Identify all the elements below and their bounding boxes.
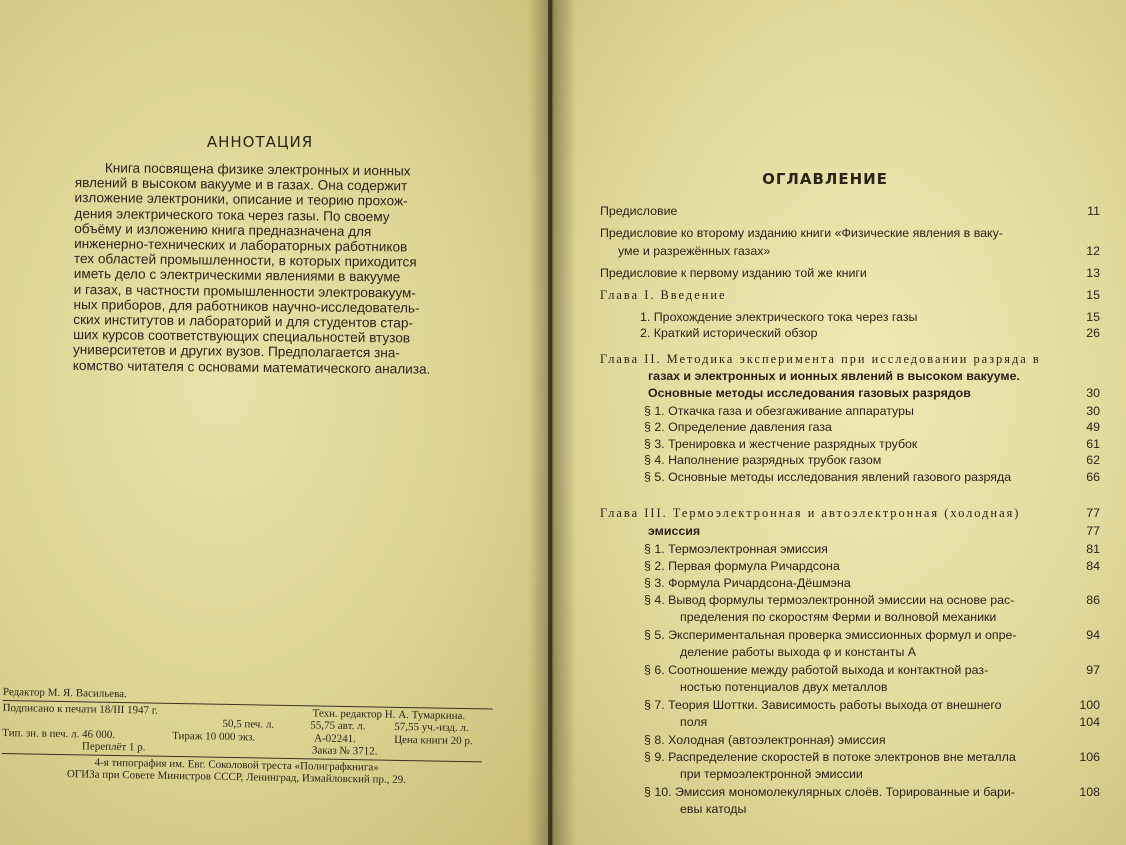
toc-entry-page: 49 [1086, 420, 1100, 434]
toc-entry-text: § 5. Экспериментальная проверка эмиссионных формул и опре- [644, 628, 1017, 642]
imprint-editor: Редактор М. Я. Васильева. [2, 686, 127, 701]
imprint-binding: Переплёт 1 р. [81, 740, 146, 754]
toc-entry-text: деление работы выхода φ и константы A [680, 645, 917, 659]
toc-entry-page: 13 [1086, 266, 1100, 280]
toc-entry-text: 2. Краткий исторический обзор [640, 326, 818, 340]
toc-title: ОГЛАВЛЕНИЕ [762, 170, 888, 188]
toc-entry-page: 30 [1086, 404, 1100, 418]
toc-entry-text: § 2. Определение давления газа [644, 420, 832, 434]
right-page [552, 0, 1126, 845]
imprint-a-number: А-02241. [314, 731, 357, 745]
toc-entry-text: уме и разрежённых газах» [618, 244, 771, 258]
toc-entry-text: пределения по скоростям Ферми и волновой механики [680, 610, 997, 624]
toc-entry-text: евы катоды [680, 802, 747, 816]
annotation-line: ных приборов, для работников научно-исследователь- [73, 296, 420, 316]
annotation-line: изложение электроники, описание и теорию прохож- [74, 190, 408, 209]
toc-entry-page: 94 [1086, 628, 1100, 642]
imprint-order: Заказ № 3712. [311, 744, 378, 758]
toc-entry-text: § 8. Холодная (автоэлектронная) эмиссия [644, 733, 886, 747]
toc-entry-text: § 1. Откачка газа и обезгаживание аппаратуры [644, 404, 914, 418]
toc-entry-text: газах и электронных и ионных явлений в высоком вакууме. [648, 369, 1020, 383]
annotation-line: Книга посвящена физике электронных и ионных [104, 160, 411, 179]
toc-entry-text: Глава II. Методика эксперимента при исследовании разряда в [600, 352, 1041, 366]
imprint-price: Цена книги 20 р. [394, 733, 473, 747]
imprint-printer-2: ОГИЗа при Совете Министров СССР, Ленинград, Измайловский пр., 29. [66, 768, 407, 787]
toc-entry-text: Глава III. Термоэлектронная и автоэлектронная (холодная) [600, 506, 1021, 520]
annotation-line: ших курсов соответствующих специальностей втузов [73, 327, 411, 346]
toc-entry-text: § 4. Наполнение разрядных трубок газом [644, 453, 882, 467]
annotation-line: тех областей промышленности, в которых приходится [73, 251, 417, 270]
toc-entry-text: поля [680, 715, 708, 729]
toc-entry-page: 97 [1086, 663, 1100, 677]
toc-entry-page: 100 [1079, 698, 1100, 712]
imprint-printer-1: 4-я типография им. Евг. Соколовой треста «Полиграфкнига» [94, 756, 379, 774]
toc-entry-text: § 9. Распределение скоростей в потоке электронов вне металла [644, 750, 1016, 764]
toc-entry-page: 77 [1086, 524, 1100, 538]
annotation-body [73, 160, 445, 377]
toc-entry-page: 66 [1086, 470, 1100, 484]
imprint-signed: Подписано к печати 18/III 1947 г. [2, 701, 158, 717]
imprint-sheets: 50,5 печ. л. [222, 717, 275, 731]
toc-entry-text: Основные методы исследования газовых разрядов [648, 386, 971, 400]
toc-entry-text: эмиссия [648, 524, 701, 538]
imprint-publ-sheets: 57,55 уч.-изд. л. [394, 720, 469, 735]
annotation-title: АННОТАЦИЯ [206, 133, 314, 151]
annotation-line: инженерно-технических и лабораторных работников [74, 236, 408, 255]
toc-entry-page: 86 [1086, 593, 1100, 607]
toc-entry-text: Предисловие ко второму изданию книги «Физические явления в ваку- [600, 226, 1003, 240]
toc-entry-text: 1. Прохождение электрического тока через газы [640, 310, 918, 324]
toc-entry-page: 12 [1086, 244, 1100, 258]
annotation-line: и газах, в частности промышленности электровакуум- [73, 281, 417, 301]
toc-entry-text: Предисловие к первому изданию той же книги [600, 266, 867, 280]
toc-entry-page: 61 [1086, 437, 1100, 451]
annotation-line: явлений в высоком вакууме и в газах. Она содержит [74, 175, 408, 194]
toc-entry-page: 81 [1086, 542, 1100, 556]
annotation-line: ских институтов и лабораторий и для студентов стар- [73, 312, 414, 331]
toc-entry-page: 84 [1086, 559, 1100, 573]
toc-entry-text: Предисловие [600, 204, 678, 218]
annotation-line: иметь дело с электрическими явлениями в вакууме [73, 266, 401, 285]
toc-entry-text: § 7. Теория Шоттки. Зависимость работы выхода от внешнего [644, 698, 1002, 712]
annotation-line: комство читателя с основами математического анализа. [72, 357, 431, 377]
toc-entry-page: 26 [1086, 326, 1100, 340]
toc-entry-text: § 3. Формула Ричардсона-Дёшмэна [644, 576, 851, 590]
toc-entry-text: § 4. Вывод формулы термоэлектронной эмиссии на основе рас- [644, 593, 1015, 607]
toc-entry-page: 104 [1079, 715, 1100, 729]
toc-entry-page: 11 [1087, 204, 1100, 218]
annotation-line: объёму и изложению книга предназначена для [74, 220, 372, 239]
toc-entry-page: 108 [1079, 785, 1100, 799]
toc-entry-text: § 5. Основные методы исследования явлений газового разряда [644, 470, 1012, 484]
toc-entry-text: Глава I. Введение [600, 288, 727, 302]
toc-entry-page: 106 [1079, 750, 1100, 764]
toc-entry-text: § 10. Эмиссия мономолекулярных слоёв. Торированные и бари- [644, 785, 1015, 799]
toc-entry-text: ностью потенциалов двух металлов [680, 680, 888, 694]
annotation-line: университетов и других вузов. Предполагается зна- [72, 342, 400, 361]
toc-entry-text: при термоэлектронной эмиссии [680, 767, 863, 781]
toc-entry-text: § 3. Тренировка и жестчение разрядных трубок [644, 437, 918, 451]
imprint-print-run: Тираж 10 000 экз. [172, 729, 256, 743]
toc-entry-text: § 6. Соотношение между работой выхода и контактной раз- [644, 663, 989, 677]
toc-entry-page: 30 [1086, 386, 1100, 400]
toc-entry-page: 15 [1086, 310, 1100, 324]
imprint-tech-editor: Техн. редактор Н. А. Тумаркина. [312, 706, 466, 722]
toc-entry-page: 15 [1086, 288, 1100, 302]
annotation-line: дения электрического тока через газы. По своему [74, 205, 390, 224]
toc-entry-page: 62 [1086, 453, 1100, 467]
imprint-chars: Тип. зн. в печ. л. 46 000. [2, 726, 116, 741]
imprint-author-sheets: 55,75 авт. л. [310, 719, 366, 733]
imprint-block [1, 686, 498, 788]
toc-entry-text: § 1. Термоэлектронная эмиссия [644, 542, 828, 556]
toc-entry-text: § 2. Первая формула Ричардсона [644, 559, 840, 573]
toc-entry-page: 77 [1086, 506, 1100, 520]
